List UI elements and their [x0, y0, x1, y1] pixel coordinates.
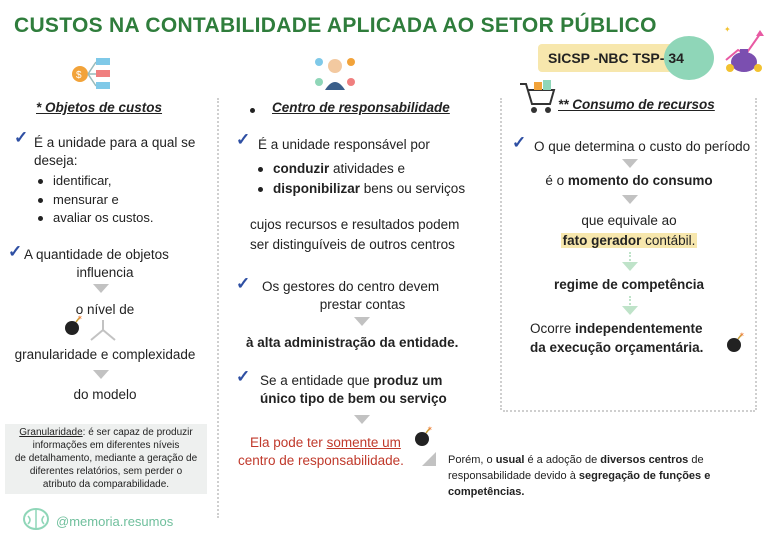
bullet-item: mensurar e: [38, 191, 119, 208]
equivale-text: que equivale ao: [581, 213, 677, 228]
note-line: de detalhamento, mediante a geração de: [14, 453, 198, 464]
divider-right: [500, 98, 502, 410]
svg-text:✶: ✶: [739, 332, 745, 339]
objetos-line1: É a unidade para a qual se: [34, 135, 196, 150]
ela-line1: Ela pode ter somente um: [250, 435, 401, 450]
svg-text:✦: ✦: [724, 25, 731, 34]
bomb-icon: [412, 426, 434, 448]
divider-far-right: [755, 98, 757, 410]
consumo-heading: ** Consumo de recursos: [558, 97, 715, 112]
ela-line2: centro de responsabilidade.: [238, 453, 404, 468]
centro-heading: Centro de responsabilidade: [272, 100, 450, 115]
money-bag-chart-icon: [722, 22, 766, 74]
check-icon: ✓: [8, 242, 23, 261]
arrow-down-icon: [93, 370, 109, 379]
page-title: CUSTOS NA CONTABILIDADE APLICADA AO SETOR PÚBLICO: [14, 14, 657, 37]
note-term: Granularidade: [19, 427, 83, 438]
arrow-down-icon: [354, 317, 370, 326]
check-icon: ✓: [512, 133, 527, 152]
bomb-icon: [62, 315, 84, 337]
cujos-line2: ser distinguíveis de outros centros: [250, 237, 455, 252]
check-icon: ✓: [236, 130, 251, 149]
divider-left: [217, 98, 219, 518]
qty-line2: influencia: [76, 265, 134, 280]
arrow-down-icon: [93, 284, 109, 293]
modelo-text: do modelo: [73, 387, 137, 402]
manager-person-icon: [314, 54, 356, 94]
bullet-item: identificar,: [38, 172, 112, 189]
gestores-line2: prestar contas: [319, 297, 406, 312]
gestores-line1: Os gestores do centro devem: [262, 279, 440, 294]
footer-handle: @memoria.resumos: [56, 514, 174, 529]
split-arrow-icon: [88, 320, 118, 342]
granularidade-text: granularidade e complexidade: [14, 347, 196, 362]
check-icon: ✓: [236, 274, 251, 293]
bullet-item: [250, 101, 265, 118]
note-line: : é ser capaz de produzir: [82, 427, 193, 438]
nivel-text: o nível de: [75, 302, 135, 317]
check-icon: ✓: [236, 367, 251, 386]
porem-line2: responsabilidade devido à segregação de funções e: [448, 470, 711, 482]
porem-note: [448, 452, 710, 500]
alta-administracao: à alta administração da entidade.: [246, 335, 459, 350]
divider-bottom-right: [503, 410, 755, 412]
bullet-item: disponibilizar bens ou serviços: [258, 180, 465, 197]
arrow-down-icon: [354, 415, 370, 424]
momento-text: é o momento do consumo: [545, 173, 713, 188]
note-line: diferentes relatórios, sem perder o: [29, 466, 183, 477]
granularidade-note: [5, 424, 207, 494]
arrow-up-right-icon: [420, 450, 438, 468]
fato-gerador: fato gerador contábil.: [562, 233, 696, 248]
bullet-item: conduzir atividades e: [258, 160, 405, 177]
ocorre-text: Ocorre independentemente: [530, 321, 703, 336]
arrow-down-icon: [622, 159, 638, 168]
badge-label: SICSP -NBC TSP- 34: [548, 50, 684, 66]
note-line: informações em diferentes níveis: [32, 440, 180, 451]
svg-text:✶: ✶: [427, 426, 433, 433]
se-line2: único tipo de bem ou serviço: [260, 391, 447, 406]
objetos-line2: deseja:: [34, 153, 78, 168]
svg-text:$: $: [76, 70, 82, 81]
bullet-item: avaliar os custos.: [38, 209, 153, 226]
brain-logo-icon: [22, 506, 50, 532]
se-line1: Se a entidade que produz um: [260, 373, 443, 388]
note-line: atributo da comparabilidade.: [42, 479, 170, 490]
cujos-line1: cujos recursos e resultados podem: [250, 217, 460, 232]
qty-line1: A quantidade de objetos: [24, 247, 169, 262]
check-icon: ✓: [14, 128, 29, 147]
arrow-down-icon: [622, 306, 638, 315]
arrow-down-icon: [622, 195, 638, 204]
porem-line1: Porém, o usual é a adoção de diversos centros de: [448, 454, 704, 466]
bomb-icon: [724, 332, 746, 354]
arrow-down-icon: [622, 262, 638, 271]
regime-text: regime de competência: [553, 277, 705, 292]
consumo-line1: O que determina o custo do período: [534, 139, 751, 154]
hierarchy-coins-icon: [70, 56, 112, 92]
porem-line3: competências.: [448, 486, 525, 498]
shopping-cart-icon: [518, 80, 558, 116]
objetos-heading: * Objetos de custos: [36, 100, 163, 115]
svg-text:✶: ✶: [77, 315, 83, 322]
execucao-text: da execução orçamentária.: [530, 340, 704, 355]
centro-line1: É a unidade responsável por: [258, 137, 430, 152]
